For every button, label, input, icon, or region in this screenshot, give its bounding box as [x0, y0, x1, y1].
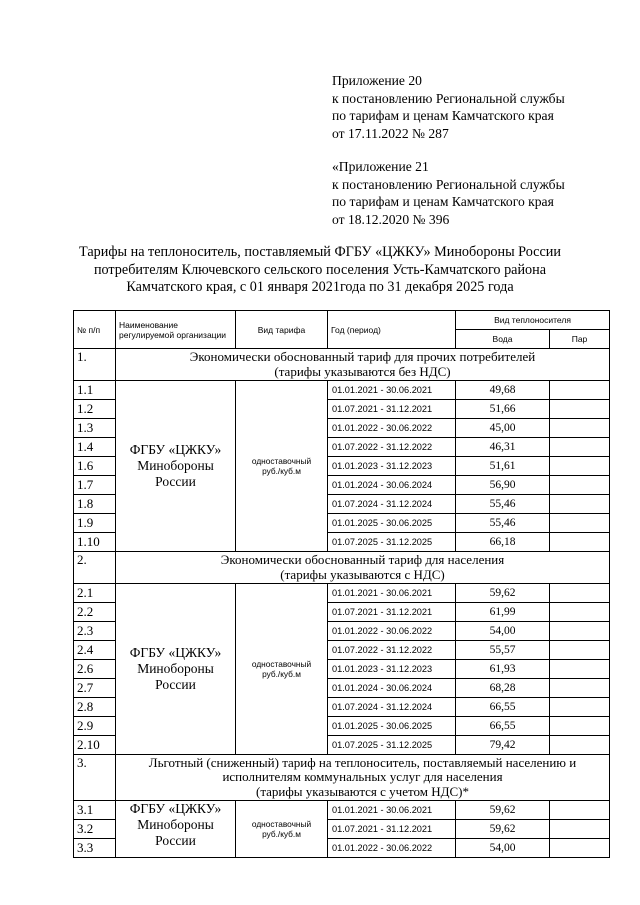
title-line: потребителям Ключевского сельского поселения Усть-Камчатского района — [93, 261, 547, 278]
section-title — [116, 755, 610, 801]
row-number: 1.2 — [74, 400, 116, 419]
row-number: 1.4 — [74, 438, 116, 457]
table-header-row — [74, 311, 610, 330]
organization-name-line: России — [155, 474, 196, 489]
steam-tariff-cell — [550, 533, 610, 552]
row-number: 1.10 — [74, 533, 116, 552]
col-header-num: № п/п — [74, 311, 116, 349]
section-header-row — [74, 552, 610, 584]
tariff-type-line: руб./куб.м — [262, 829, 301, 839]
section-title-line: исполнителям коммунальных услуг для населения — [222, 769, 503, 785]
row-number: 3.1 — [74, 801, 116, 820]
period-cell: 01.01.2024 - 30.06.2024 — [328, 679, 456, 698]
water-tariff-cell: 66,55 — [456, 698, 550, 717]
previous-appendix-date: от 18.12.2020 № 396 — [332, 211, 450, 227]
period-cell: 01.07.2024 - 31.12.2024 — [328, 495, 456, 514]
row-number: 2.3 — [74, 622, 116, 641]
title-line: Камчатского края, с 01 января 2021года по 31 декабря 2025 года — [126, 279, 514, 295]
steam-tariff-cell — [550, 839, 610, 858]
period-cell: 01.07.2025 - 31.12.2025 — [328, 736, 456, 755]
period-cell: 01.07.2022 - 31.12.2022 — [328, 641, 456, 660]
period-cell: 01.07.2025 - 31.12.2025 — [328, 533, 456, 552]
water-tariff-cell: 55,57 — [456, 641, 550, 660]
title-line: Тарифы на теплоноситель, поставляемый ФГБУ «ЦЖКУ» Минобороны России — [79, 244, 561, 260]
steam-tariff-cell — [550, 400, 610, 419]
table-row — [74, 584, 610, 603]
water-tariff-cell: 55,46 — [456, 514, 550, 533]
steam-tariff-cell — [550, 514, 610, 533]
water-tariff-cell: 46,31 — [456, 438, 550, 457]
appendix-authority-line: по тарифам и ценам Камчатского края — [332, 108, 554, 123]
tariff-type-cell — [236, 801, 328, 858]
water-tariff-cell: 59,62 — [456, 801, 550, 820]
tariff-type-line: руб./куб.м — [262, 669, 301, 679]
steam-tariff-cell — [550, 717, 610, 736]
previous-appendix-header — [332, 158, 632, 228]
water-tariff-cell: 49,68 — [456, 381, 550, 400]
water-tariff-cell: 79,42 — [456, 736, 550, 755]
section-number: 3. — [74, 755, 116, 801]
period-cell: 01.07.2021 - 31.12.2021 — [328, 603, 456, 622]
water-tariff-cell: 61,99 — [456, 603, 550, 622]
organization-name-line: России — [155, 677, 196, 692]
section-title-line: Экономически обоснованный тариф для населения — [220, 552, 505, 567]
row-number: 1.6 — [74, 457, 116, 476]
period-cell: 01.01.2024 - 30.06.2024 — [328, 476, 456, 495]
appendix-header — [332, 72, 632, 142]
section-number: 2. — [74, 552, 116, 584]
appendix-date: от 17.11.2022 № 287 — [332, 125, 449, 141]
steam-tariff-cell — [550, 381, 610, 400]
row-number: 3.3 — [74, 839, 116, 858]
steam-tariff-cell — [550, 660, 610, 679]
section-title-line: (тарифы указываются без НДС) — [274, 363, 451, 379]
document-title — [0, 244, 640, 297]
section-header-row — [74, 349, 610, 381]
water-tariff-cell: 51,61 — [456, 457, 550, 476]
organization-name-line: ФГБУ «ЦЖКУ» — [129, 801, 222, 816]
organization-name-line: России — [155, 833, 196, 848]
section-title-line: Экономически обоснованный тариф для прочих потребителей — [189, 349, 536, 364]
water-tariff-cell: 59,62 — [456, 820, 550, 839]
col-header-org: Наименование регулируемой организации — [116, 311, 236, 349]
row-number: 2.8 — [74, 698, 116, 717]
period-cell: 01.01.2025 - 30.06.2025 — [328, 717, 456, 736]
tariff-type-line: одноставочный — [251, 819, 312, 829]
section-title-line: (тарифы указываются с учетом НДС)* — [255, 783, 469, 799]
previous-appendix-number: «Приложение 21 — [332, 159, 429, 174]
period-cell: 01.01.2021 - 30.06.2021 — [328, 801, 456, 820]
row-number: 3.2 — [74, 820, 116, 839]
organization-name-line: Минобороны — [137, 458, 214, 473]
col-header-carrier: Вид теплоносителя — [456, 311, 610, 330]
period-cell: 01.07.2024 - 31.12.2024 — [328, 698, 456, 717]
water-tariff-cell: 56,90 — [456, 476, 550, 495]
tariff-type-line: одноставочный — [251, 659, 312, 669]
water-tariff-cell: 45,00 — [456, 419, 550, 438]
section-number: 1. — [74, 349, 116, 381]
steam-tariff-cell — [550, 603, 610, 622]
section-title — [116, 552, 610, 584]
steam-tariff-cell — [550, 622, 610, 641]
period-cell: 01.01.2022 - 30.06.2022 — [328, 622, 456, 641]
row-number: 1.1 — [74, 381, 116, 400]
steam-tariff-cell — [550, 438, 610, 457]
row-number: 2.6 — [74, 660, 116, 679]
organization-cell — [116, 381, 236, 552]
period-cell: 01.07.2022 - 31.12.2022 — [328, 438, 456, 457]
appendix-number: Приложение 20 — [332, 73, 422, 88]
section-title-line: (тарифы указываются с НДС) — [280, 566, 445, 582]
period-cell: 01.01.2021 - 30.06.2021 — [328, 584, 456, 603]
steam-tariff-cell — [550, 801, 610, 820]
tariff-type-cell — [236, 584, 328, 755]
row-number: 2.9 — [74, 717, 116, 736]
organization-cell — [116, 584, 236, 755]
water-tariff-cell: 59,62 — [456, 584, 550, 603]
tariff-type-line: руб./куб.м — [262, 466, 301, 476]
tariff-table — [73, 310, 610, 858]
row-number: 2.2 — [74, 603, 116, 622]
period-cell: 01.01.2022 - 30.06.2022 — [328, 419, 456, 438]
period-cell: 01.01.2023 - 31.12.2023 — [328, 660, 456, 679]
row-number: 1.8 — [74, 495, 116, 514]
row-number: 2.1 — [74, 584, 116, 603]
water-tariff-cell: 51,66 — [456, 400, 550, 419]
previous-appendix-authority-line: по тарифам и ценам Камчатского края — [332, 194, 554, 209]
organization-name-line: Минобороны — [137, 661, 214, 676]
steam-tariff-cell — [550, 679, 610, 698]
organization-name-line: Минобороны — [137, 817, 214, 832]
col-header-period: Год (период) — [328, 311, 456, 349]
water-tariff-cell: 66,55 — [456, 717, 550, 736]
period-cell: 01.01.2022 - 30.06.2022 — [328, 839, 456, 858]
organization-name-line: ФГБУ «ЦЖКУ» — [129, 645, 222, 660]
col-header-tariff-type: Вид тарифа — [236, 311, 328, 349]
col-header-water: Вода — [456, 330, 550, 349]
section-header-row — [74, 755, 610, 801]
water-tariff-cell: 55,46 — [456, 495, 550, 514]
row-number: 2.4 — [74, 641, 116, 660]
section-title-line: Льготный (сниженный) тариф на теплоноситель, поставляемый населению и — [148, 754, 577, 770]
row-number: 2.10 — [74, 736, 116, 755]
tariff-type-line: одноставочный — [251, 456, 312, 466]
water-tariff-cell: 61,93 — [456, 660, 550, 679]
section-title — [116, 349, 610, 381]
period-cell: 01.01.2025 - 30.06.2025 — [328, 514, 456, 533]
period-cell: 01.01.2023 - 31.12.2023 — [328, 457, 456, 476]
steam-tariff-cell — [550, 457, 610, 476]
appendix-resolution-line: к постановлению Региональной службы — [332, 90, 565, 106]
water-tariff-cell: 66,18 — [456, 533, 550, 552]
row-number: 1.3 — [74, 419, 116, 438]
steam-tariff-cell — [550, 584, 610, 603]
period-cell: 01.07.2021 - 31.12.2021 — [328, 820, 456, 839]
col-header-steam: Пар — [550, 330, 610, 349]
table-row — [74, 381, 610, 400]
steam-tariff-cell — [550, 698, 610, 717]
period-cell: 01.07.2021 - 31.12.2021 — [328, 400, 456, 419]
steam-tariff-cell — [550, 820, 610, 839]
organization-cell — [116, 801, 236, 858]
steam-tariff-cell — [550, 419, 610, 438]
tariff-type-cell — [236, 381, 328, 552]
steam-tariff-cell — [550, 476, 610, 495]
water-tariff-cell: 54,00 — [456, 622, 550, 641]
row-number: 2.7 — [74, 679, 116, 698]
steam-tariff-cell — [550, 495, 610, 514]
steam-tariff-cell — [550, 641, 610, 660]
table-row — [74, 801, 610, 820]
period-cell: 01.01.2021 - 30.06.2021 — [328, 381, 456, 400]
steam-tariff-cell — [550, 736, 610, 755]
organization-name-line: ФГБУ «ЦЖКУ» — [129, 442, 222, 457]
previous-appendix-resolution-line: к постановлению Региональной службы — [332, 176, 565, 192]
water-tariff-cell: 68,28 — [456, 679, 550, 698]
row-number: 1.7 — [74, 476, 116, 495]
row-number: 1.9 — [74, 514, 116, 533]
water-tariff-cell: 54,00 — [456, 839, 550, 858]
